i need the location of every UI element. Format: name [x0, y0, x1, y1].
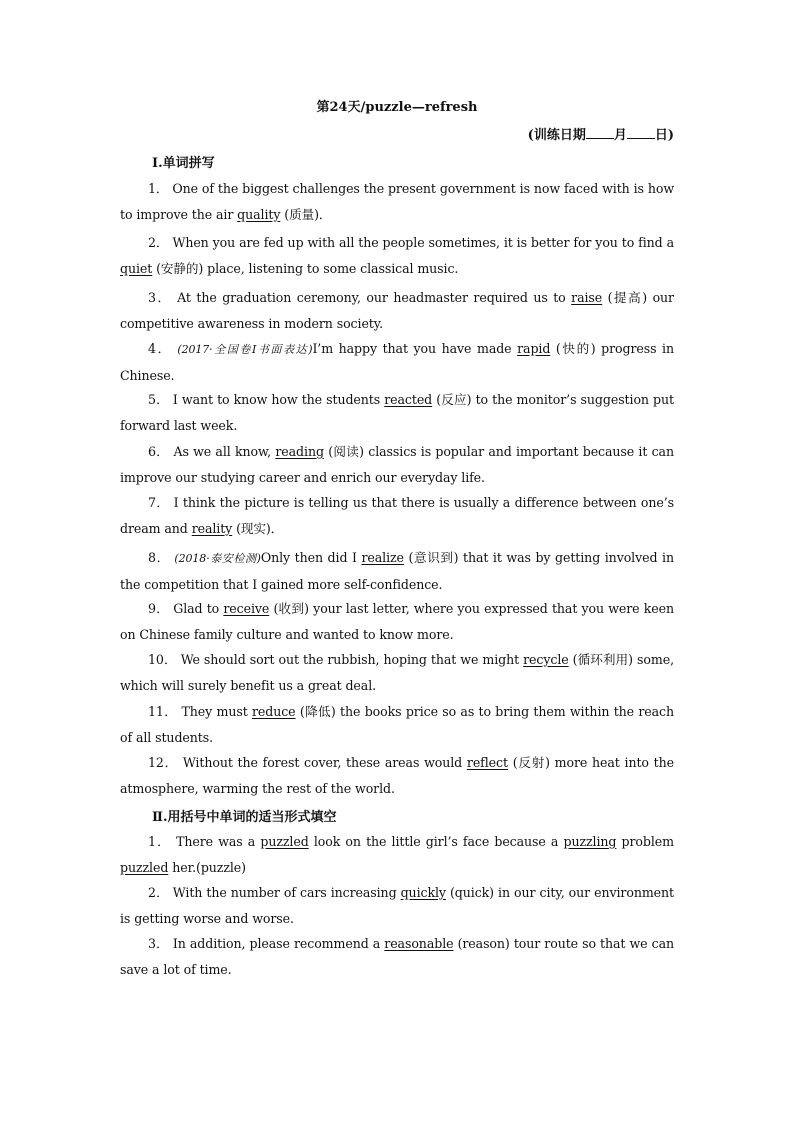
date-day-blank[interactable] — [627, 127, 655, 139]
question-text: her.(puzzle) — [168, 860, 246, 875]
question-item — [120, 230, 674, 282]
question-number: 4． — [148, 341, 172, 356]
question-item — [120, 647, 674, 699]
question-text: I want to know how the students — [172, 392, 385, 407]
question-text: They must — [181, 704, 252, 719]
question-number: 1． — [148, 181, 169, 196]
question-text: At the graduation ceremony, our headmaster required us to — [177, 290, 572, 305]
question-number: 1． — [148, 834, 171, 849]
question-text: problem — [616, 834, 674, 849]
question-text: (现实)． — [232, 521, 284, 536]
source-note: (2017·全国卷Ⅰ书面表达) — [177, 343, 313, 356]
answer: quality — [237, 207, 281, 222]
section-1-heading: Ⅰ.单词拼写 — [152, 156, 215, 171]
question-text: In addition, please recommend a — [172, 936, 385, 951]
question-number: 2． — [148, 885, 169, 900]
question-text: As we all know, — [173, 444, 276, 459]
question-text: I’m happy that you have made — [312, 341, 518, 356]
question-item — [120, 880, 674, 932]
answer: puzzled — [120, 860, 169, 875]
date-month-label: 月 — [613, 128, 627, 143]
question-number: 3． — [148, 290, 172, 305]
question-text: look on the little girl’s face because a — [308, 834, 564, 849]
question-item — [120, 439, 674, 491]
answer: reading — [275, 444, 324, 459]
question-number: 3． — [148, 936, 169, 951]
question-item — [120, 490, 674, 542]
answer: puzzled — [260, 834, 309, 849]
question-item — [120, 336, 674, 389]
question-text: (安静的) place, listening to some classical music. — [152, 261, 459, 276]
date-prefix: (训练日期 — [527, 128, 586, 143]
question-number: 5． — [148, 392, 169, 407]
question-text: Without the forest cover, these areas would — [182, 755, 467, 770]
question-item — [120, 596, 674, 648]
question-text: (阅读) classics is popular and important because it can improve our studying career and enrich our everyday life. — [120, 444, 674, 485]
answer: reacted — [384, 392, 433, 407]
answer: quiet — [120, 261, 153, 276]
question-text: (质量)． — [280, 207, 332, 222]
date-day-label: 日) — [654, 128, 674, 143]
answer: realize — [361, 550, 404, 565]
answer: rapid — [517, 341, 551, 356]
date-month-blank[interactable] — [586, 127, 614, 139]
training-date — [528, 124, 674, 143]
question-item — [120, 699, 674, 751]
question-number: 10． — [148, 652, 177, 667]
answer: reality — [191, 521, 233, 536]
question-text: (提高) our competitive awareness in modern society. — [120, 290, 674, 331]
question-text: There was a — [176, 834, 261, 849]
question-text: When you are fed up with all the people sometimes, it is better for you to find a — [172, 235, 674, 250]
answer: puzzling — [563, 834, 617, 849]
question-number: 7． — [148, 495, 170, 510]
question-text: (意识到) that it was by getting involved in the competition that I gained more self-confidence. — [120, 550, 674, 592]
question-text: (quick) in our city, our environment is getting worse and worse. — [120, 885, 675, 926]
question-text: (反射) more heat into the atmosphere, warming the rest of the world. — [120, 755, 674, 796]
question-text: I think the picture is telling us that there is usually a difference between one’s dream and — [120, 495, 674, 536]
question-text: We should sort out the rubbish, hoping that we might — [180, 652, 524, 667]
answer: receive — [223, 601, 270, 616]
question-item — [120, 285, 674, 337]
answer: reduce — [251, 704, 296, 719]
answer: reasonable — [384, 936, 454, 951]
question-number: 9． — [148, 601, 170, 616]
question-number: 2． — [148, 235, 169, 250]
section-2-heading: Ⅱ.用括号中单词的适当形式填空 — [152, 810, 337, 825]
question-text: (收到) your last letter, where you expressed that you were keen on Chinese family culture and wanted to know more. — [120, 601, 674, 642]
question-text: (降低) the books price so as to bring them within the reach of all students. — [120, 704, 674, 745]
answer: reflect — [466, 755, 508, 770]
question-number: 8． — [148, 550, 170, 565]
question-number: 12． — [148, 755, 179, 770]
source-note: (2018·泰安检测) — [174, 552, 261, 565]
answer: quickly — [400, 885, 446, 900]
question-number: 11． — [148, 704, 178, 719]
question-text: Glad to — [173, 601, 224, 616]
question-text: (循环利用) some, which will surely benefit us a great deal. — [120, 652, 674, 693]
question-item — [120, 387, 674, 439]
question-item — [120, 931, 674, 983]
question-text: (快的) progress in Chinese. — [120, 341, 674, 383]
question-item — [120, 829, 674, 881]
question-item — [120, 545, 674, 598]
answer: raise — [571, 290, 603, 305]
question-text: (反应) to the monitor’s suggestion put forward last week. — [120, 392, 674, 433]
question-item — [120, 176, 674, 228]
question-text: One of the biggest challenges the present government is now faced with is how to improve the air — [120, 181, 675, 222]
answer: recycle — [523, 652, 569, 667]
question-item — [120, 750, 674, 802]
question-text: With the number of cars increasing — [172, 885, 401, 900]
page-title: 第24天/puzzle—refresh — [316, 100, 478, 115]
question-text: Only then did I — [260, 550, 362, 565]
question-number: 6． — [148, 444, 170, 459]
question-text: (reason) tour route so that we can save a lot of time. — [120, 936, 674, 977]
